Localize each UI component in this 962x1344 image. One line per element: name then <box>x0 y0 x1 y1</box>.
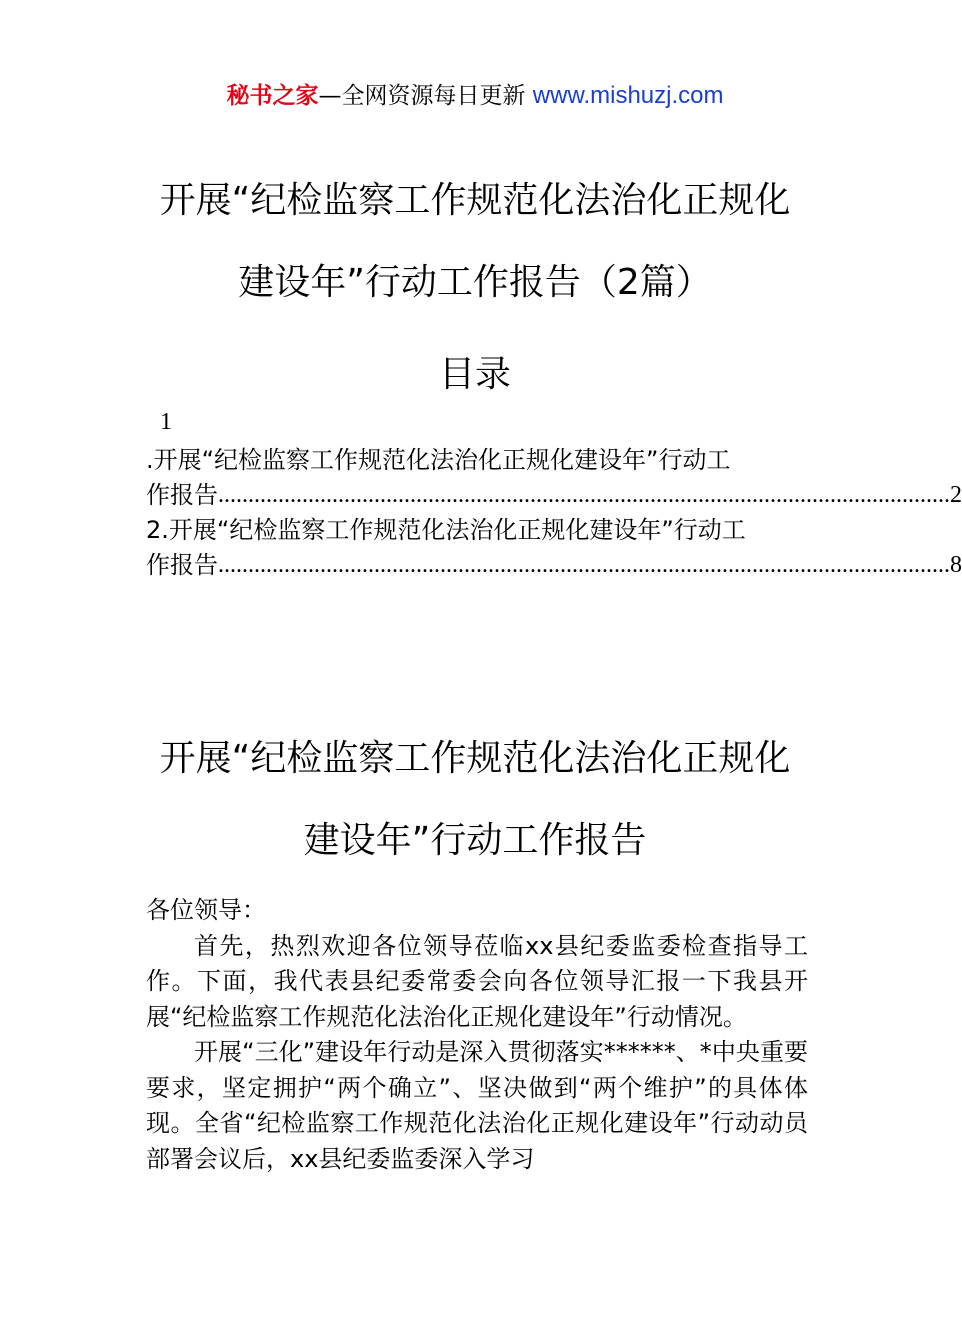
article-title-line-2: 建设年”行动工作报告 <box>303 820 647 861</box>
article-title-line-1: 开展“纪检监察工作规范化法治化正规化 <box>159 738 791 779</box>
document-title-line-1: 开展“纪检监察工作规范化法治化正规化 <box>159 180 791 221</box>
body-paragraph-1: 首先，热烈欢迎各位领导莅临xx县纪委监委检查指导工作。下面，我代表县纪委常委会向各位领导汇报一下我县开展“纪检监察工作规范化法治化正规化建设年”行动情况。 <box>146 931 808 1031</box>
toc-item-2-title-end: 作报告 <box>146 551 218 579</box>
article-title <box>120 718 830 882</box>
article-body <box>146 893 808 1177</box>
toc-item-1-page-number: 2 <box>950 482 962 508</box>
toc-item-2-leader-dots: .......................................................................................................................... <box>218 552 950 578</box>
toc-item-2-line-1: 2.开展“纪检监察工作规范化法治化正规化建设年”行动工 <box>146 516 746 544</box>
salutation: 各位领导： <box>146 896 266 924</box>
toc-item-1-title-end: 作报告 <box>146 481 218 509</box>
site-url-link[interactable]: www.mishuzj.com <box>532 82 724 109</box>
document-title <box>120 160 830 324</box>
site-header <box>0 80 950 112</box>
toc-item-2[interactable] <box>146 513 962 583</box>
toc-item-1-leader-dots: .......................................................................................................................... <box>218 482 950 508</box>
toc-item-1-line-1: .开展“纪检监察工作规范化法治化正规化建设年”行动工 <box>146 446 731 474</box>
brand-name: 秘书之家 <box>226 83 319 109</box>
toc-item-2-page-number: 8 <box>950 552 962 578</box>
document-title-line-2: 建设年”行动工作报告（2篇） <box>238 262 712 303</box>
toc-item-1-line-2 <box>146 478 962 513</box>
toc-item-2-line-2 <box>146 548 962 583</box>
toc-heading: 目录 <box>438 354 511 395</box>
body-paragraph-2: 开展“三化”建设年行动是深入贯彻落实******、*中央重要要求，坚定拥护“两个确立”、坚决做到“两个维护”的具体体现。全省“纪检监察工作规范化法治化正规化建设年”行动动员部署会议后，xx县纪委监委深入学习 <box>146 1038 808 1173</box>
header-tagline: —全网资源每日更新 <box>318 83 533 109</box>
toc-item-1[interactable] <box>146 443 962 513</box>
toc-item-1-number: 1 <box>160 409 172 435</box>
